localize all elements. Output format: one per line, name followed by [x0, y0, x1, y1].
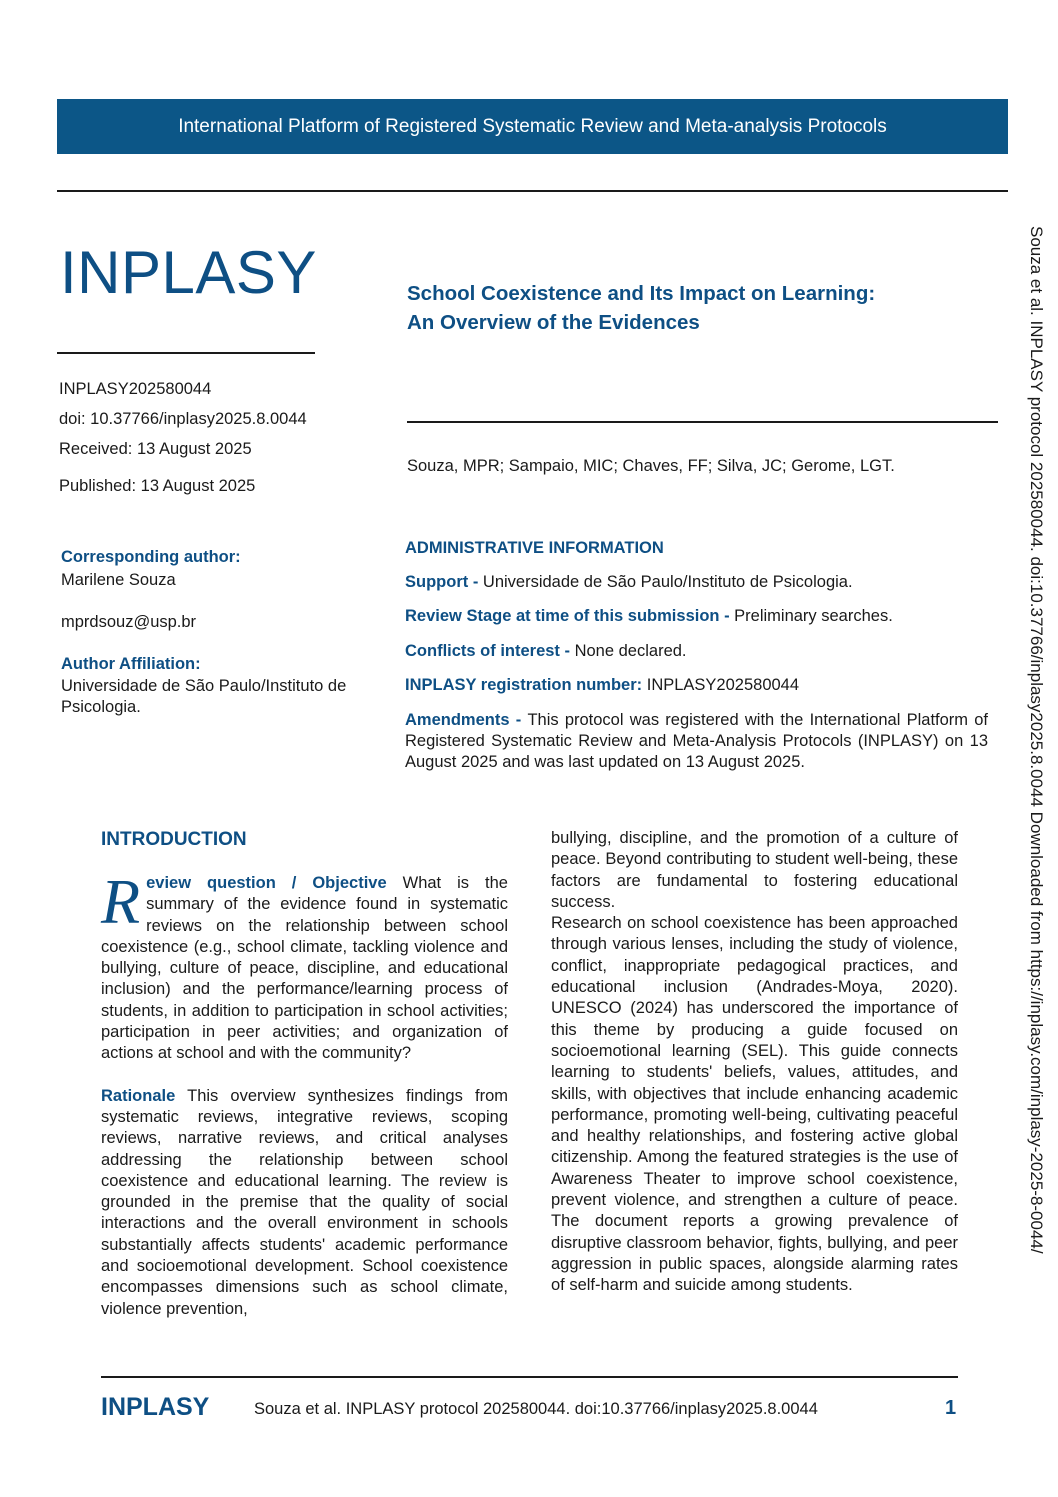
- title-line-1: School Coexistence and Its Impact on Learning:: [407, 282, 876, 305]
- admin-support: [405, 572, 988, 593]
- registration-label: INPLASY registration number:: [405, 676, 647, 694]
- footer-citation: Souza et al. INPLASY protocol 202580044. doi:10.37766/inplasy2025.8.0044: [254, 1400, 818, 1418]
- drop-cap: R: [101, 866, 141, 937]
- footer-divider: [101, 1376, 958, 1378]
- author-affiliation-label: Author Affiliation:: [61, 655, 201, 673]
- side-download-note: Souza et al. INPLASY protocol 202580044. doi:10.37766/inplasy2025.8.0044 Downloaded from https://inplasy.com/inplasy-2025-8-0044/: [1027, 226, 1046, 1254]
- title-line-2: An Overview of the Evidences: [407, 311, 700, 334]
- paper-title: [407, 279, 967, 337]
- conflicts-value: None declared.: [574, 642, 687, 660]
- conflicts-label: Conflicts of interest -: [405, 642, 575, 660]
- amendments-label: Amendments -: [405, 711, 528, 729]
- introduction-heading: INTRODUCTION: [101, 829, 247, 850]
- header-divider: [57, 190, 1008, 192]
- doi-text: doi: 10.37766/inplasy2025.8.0044: [59, 410, 307, 428]
- body-column-left: [101, 866, 508, 1320]
- research-paragraph: Research on school coexistence has been approached through various lenses, including the study of violence, conflict, inappropriate pedagogical practices, and educational inclusion (Andrades-Moya, 2020). UNESCO (2024) has underscored the importance of this theme by producing a guide focused on socioemotional learning (SEL). This guide connects learning to students' beliefs, values, attitudes, and skills, with objectives that include enhancing academic performance, promoting well-being, cultivating peaceful and healthy relationships, and fostering active global citizenship. Among the featured strategies is the use of Awareness Theater to improve school coexistence, prevent violence, and strengthen a culture of peace. The document reports a growing prevalence of disruptive classroom behavior, fights, bullying, and peer aggression in public spaces, alongside alarming rates of self-harm and suicide among students.: [551, 914, 958, 1295]
- received-date: Received: 13 August 2025: [59, 440, 252, 458]
- author-list: Souza, MPR; Sampaio, MIC; Chaves, FF; Silva, JC; Gerome, LGT.: [407, 457, 895, 475]
- corresponding-author-name: Marilene Souza: [61, 571, 176, 589]
- footer-brand: INPLASY: [101, 1393, 210, 1421]
- top-banner: [57, 99, 1008, 154]
- review-question-label: eview question / Objective: [146, 874, 387, 892]
- review-stage-label: Review Stage at time of this submission -: [405, 607, 735, 625]
- review-question-text: What is the summary of the evidence found in systematic reviews on the relationship between school coexistence (e.g., school climate, tackling violence and bullying, culture of peace, discipline, and educational inclusion) and the performance/learning process of students, in addition to participation in school activities; participation in peer activities; and organization of actions at school and with the community?: [101, 874, 508, 1063]
- support-value: Universidade de São Paulo/Instituto de Psicologia.: [482, 573, 853, 591]
- admin-conflicts: [405, 641, 988, 662]
- banner-text: International Platform of Registered Systematic Review and Meta-analysis Protocols: [178, 115, 887, 137]
- admin-amendments: [405, 710, 988, 773]
- brand-logo-text: INPLASY: [60, 239, 317, 306]
- rationale-paragraph: [101, 1086, 508, 1320]
- title-divider: [407, 421, 998, 423]
- admin-registration: [405, 675, 988, 696]
- admin-heading: [405, 538, 988, 559]
- brand-divider: [57, 352, 315, 354]
- continuation-paragraph: bullying, discipline, and the promotion of a culture of peace. Beyond contributing to student well-being, these factors are fundamental to fostering educational success.: [551, 829, 958, 911]
- rationale-text: This overview synthesizes findings from systematic reviews, integrative reviews, scoping reviews, narrative reviews, and critical analyses addressing the relationship between school coexistence and educational learning. The review is grounded in the premise that the quality of social interactions and the overall environment in schools substantially affects students' academic performance and socioemotional development. School coexistence encompasses dimensions such as school climate, violence prevention,: [101, 1086, 508, 1318]
- amendments-value: This protocol was registered with the International Platform of Registered Systematic Review and Meta-Analysis Protocols (INPLASY) on 13 August 2025 and was last updated on 13 August 2025.: [405, 711, 988, 771]
- author-affiliation-text: Universidade de São Paulo/Instituto de Psicologia.: [61, 677, 347, 716]
- corresponding-author-email[interactable]: mprdsouz@usp.br: [61, 613, 197, 631]
- published-date: Published: 13 August 2025: [59, 477, 256, 495]
- corresponding-author-label: Corresponding author:: [61, 548, 241, 566]
- admin-heading-text: ADMINISTRATIVE INFORMATION: [405, 539, 664, 557]
- body-column-right: [551, 828, 958, 1297]
- registration-value: INPLASY202580044: [646, 676, 800, 694]
- protocol-id: INPLASY202580044: [59, 380, 212, 398]
- support-label: Support -: [405, 573, 483, 591]
- rationale-label: Rationale: [101, 1086, 176, 1105]
- review-stage-value: Preliminary searches.: [734, 607, 893, 625]
- admin-review-stage: [405, 606, 988, 627]
- page-number: 1: [945, 1397, 957, 1419]
- review-question-paragraph: [101, 866, 508, 1065]
